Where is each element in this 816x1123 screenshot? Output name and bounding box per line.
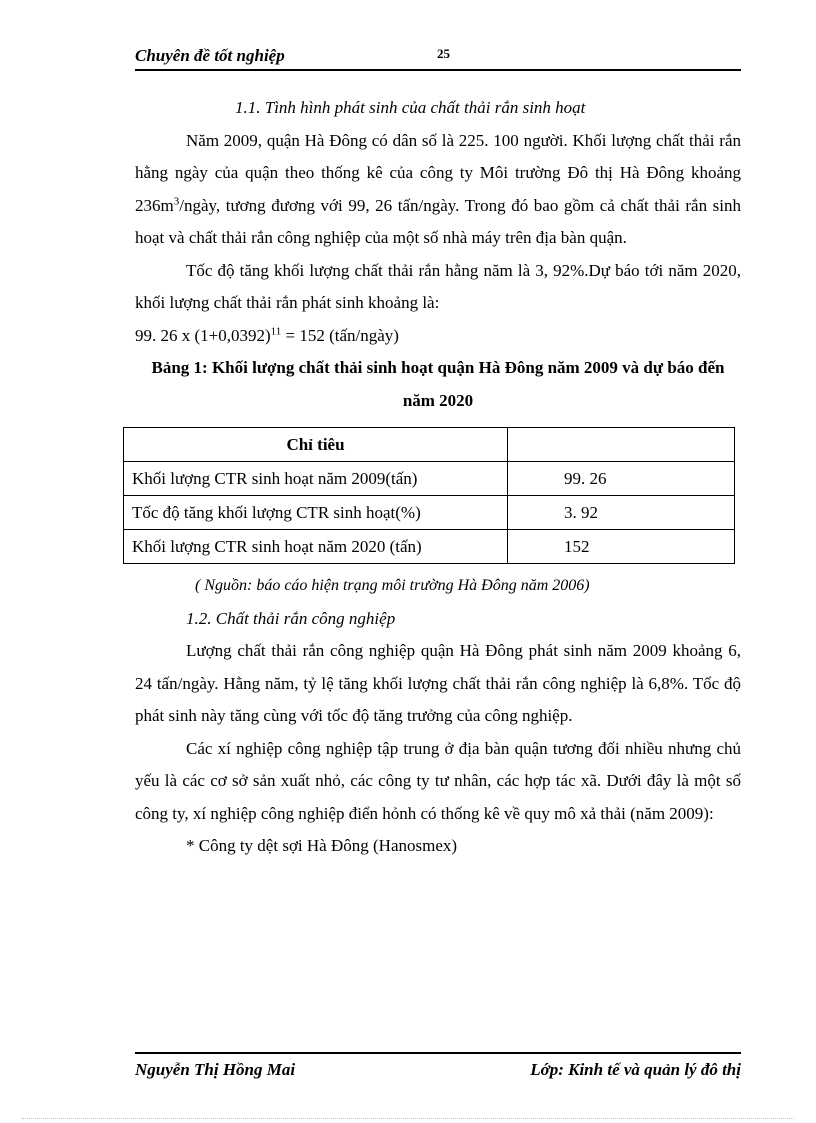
- paragraph-enterprises: Các xí nghiệp công nghiệp tập trung ở địa bàn quận tương đối nhiều nhưng chủ yếu là các cơ sở sản xuất nhỏ, các công ty tư nhân, các hợp tác xã. Dưới đây là một số công ty, xí nghiệp công nghiệp điển hỏnh có thống kê về quy mô xả thải (năm 2009):: [135, 738, 741, 823]
- table-header-row: [124, 428, 735, 462]
- paragraph-population-text: Năm 2009, quận Hà Đông có dân số là 225. 100 người. Khối lượng chất thải rắn hằng ngày của quận theo thống kê của công ty Môi trường Đô thị Hà Đông khoảng 236m: [135, 130, 741, 215]
- paragraph-population-tail: /ngày, tương đương với 99, 26 tấn/ngày. Trong đó bao gồm cả chất thải rắn sinh hoạt và chất thải rắn công nghiệp của một số nhà máy trên địa bàn quận.: [135, 195, 741, 247]
- table-row: [124, 462, 735, 496]
- table-cell-label: Tốc độ tăng khối lượng CTR sinh hoạt(%): [124, 496, 508, 530]
- page-number: 25: [437, 46, 450, 61]
- table-caption: Bảng 1: Khối lượng chất thải sinh hoạt quận Hà Đông năm 2009 và dự báo đến năm 2020: [151, 358, 725, 410]
- formula-lead: 99. 26 x (1+0,0392): [135, 325, 271, 345]
- page-body: [132, 92, 741, 863]
- section-heading-1-1: 1.1. Tình hình phát sinh của chất thải rắn sinh hoạt: [235, 98, 586, 117]
- waste-volume-table: [123, 427, 735, 564]
- document-title: Chuyên đề tốt nghiệp: [135, 46, 285, 65]
- paragraph-industrial-waste: Lượng chất thải rắn công nghiệp quận Hà Đông phát sinh năm 2009 khoảng 6, 24 tấn/ngày. Hằng năm, tỷ lệ tăng khối lượng chất thải rắn công nghiệp là 6,8%. Tốc độ phát sinh này tăng cùng với tốc độ tăng trưởng của công nghiệp.: [135, 641, 741, 725]
- formula-exponent: 11: [270, 324, 282, 337]
- table-header-cell: [508, 428, 735, 462]
- footer-author: Nguyễn Thị Hồng Mai: [135, 1060, 296, 1079]
- paragraph-population: [135, 125, 741, 255]
- table-cell-label: Khối lượng CTR sinh hoạt năm 2009(tấn): [124, 462, 508, 496]
- formula-tail: = 152 (tấn/ngày): [281, 325, 399, 345]
- page-edge-divider: [22, 1118, 794, 1119]
- table-cell-label: Khối lượng CTR sinh hoạt năm 2020 (tấn): [124, 530, 508, 564]
- table-cell-value: 152: [508, 530, 735, 564]
- page-header: [135, 44, 741, 71]
- table-cell-value: 3. 92: [508, 496, 735, 530]
- table-source-note: ( Nguồn: báo cáo hiện trạng môi trường Hà Đông năm 2006): [195, 577, 590, 594]
- forecast-formula: [135, 320, 741, 353]
- section-heading-1-2: 1.2. Chất thải rắn công nghiệp: [186, 608, 396, 628]
- page-footer: [135, 1052, 741, 1082]
- table-header-cell: Chỉ tiêu: [124, 428, 508, 462]
- table-cell-value: 99. 26: [508, 462, 735, 496]
- superscript-cubic: 3: [173, 194, 180, 207]
- table-row: [124, 530, 735, 564]
- paragraph-growth-rate: Tốc độ tăng khối lượng chất thải rắn hằng năm là 3, 92%.Dự báo tới năm 2020, khối lượng chất thải rắn phát sinh khoảng là:: [135, 260, 741, 312]
- bullet-hanosmex: * Công ty dệt sợi Hà Đông (Hanosmex): [186, 836, 458, 855]
- table-row: [124, 496, 735, 530]
- footer-class: Lớp: Kinh tế và quản lý đô thị: [530, 1060, 741, 1079]
